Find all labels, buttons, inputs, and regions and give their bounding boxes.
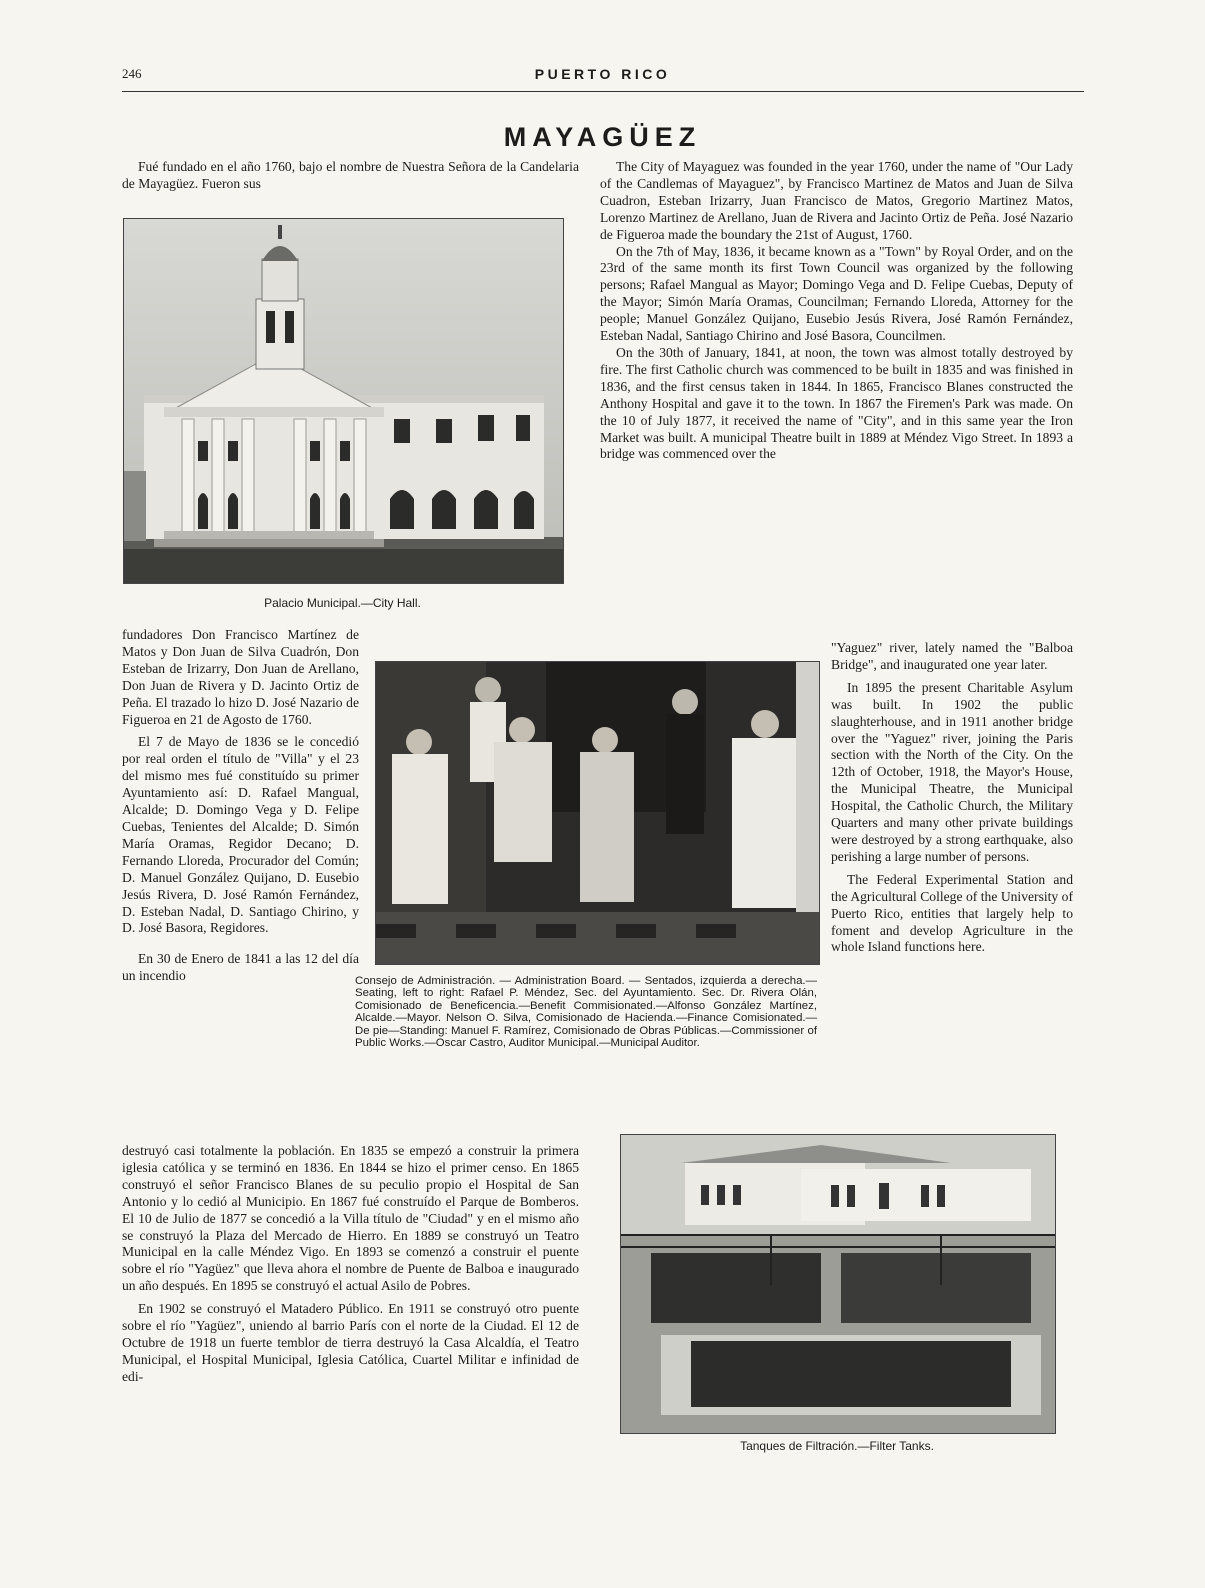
english-narrow-column xyxy=(831,640,1073,956)
spanish-text: Fué fundado en el año 1760, bajo el nombre de Nuestra Señora de la Candelaria de Mayagüez. Fueron sus xyxy=(122,159,579,191)
spanish-paragraph-2: El 7 de Mayo de 1836 se le concedió por real orden el título de "Villa" y el 23 del mismo mes fué constituído su primer Ayuntamiento así: D. Rafael Mangual, Alcalde; D. Domingo Vega y D. Felipe Cuebas, Tenientes del Alcalde; D. Simón María Oramas, Regidor Decano; D. Fernando Lloreda, Procurador del Común; D. Manuel González Quijano, D. Eusebio Jesús Rivera, D. José Ramón Fernández, D. Esteban Nadal, D. Santiago Chirino, y D. José Basora, Regidores. xyxy=(122,734,359,936)
english-paragraph-2: On the 7th of May, 1836, it became known as a "Town" by Royal Order, and on the 23rd of the same month its first Town Council was organized by the following persons; Rafael Mangual as Mayor; Domingo Vega and D. Felipe Cuebas, Deputy of the Mayor; Simón María Oramas, Councilman; Fernando Lloreda, Attorney for the people; Manuel González Quijano, Eusebio Jesús Rivera, José Ramón Fernández, Esteban Nadal, Santiago Chirino and José Basora, Councilmen. xyxy=(600,243,1073,344)
page-number: 246 xyxy=(122,66,142,81)
english-paragraph-3-cont: "Yaguez" river, lately named the "Balboa Bridge", and inaugurated one year later. xyxy=(831,640,1073,672)
spanish-paragraph-1-cont: fundadores Don Francisco Martínez de Matos y Don Juan de Silva Cuadrón, Don Esteban de Irizarry, Don Juan de Arellano, Don Juan de Rivera y D. Jacinto Ortiz de Peña. El trazado lo hizo D. José Nazario de Figueroa en 21 de Agosto de 1760. xyxy=(122,627,359,727)
english-paragraph-3-top: On the 30th of January, 1841, at noon, the town was almost totally destroyed by fire. The first Catholic church was commenced to be built in 1835 and was finished in 1836, and the first census taken in 1844. In 1865, Francisco Blanes constructed the Anthony Hospital and gave it to the town. In 1867 the Firemen's Park was made. On the 10 of July 1877, it received the name of "City", and in this same year the Iron Market was built. A municipal Theatre built in 1889 at Méndez Vigo Street. In 1893 a bridge was commenced over the xyxy=(600,344,1073,462)
filter-tanks-photo xyxy=(620,1134,1056,1434)
english-paragraph-1: The City of Mayaguez was founded in the year 1760, under the name of "Our Lady of the Candlemas of Mayaguez", by Francisco Martinez de Matos and Juan de Silva Cuadron, Esteban Irizarry, Juan Francisco de Matos, Gregorio Martinez Matos, Lorenzo Martinez de Arellano, Juan de Rivera and Jacinto Ortiz de Peña. José Nazario de Figueroa made the boundary the 21st of August, 1760. xyxy=(600,159,1073,242)
board-caption: Consejo de Administración. — Administration Board. — Sentados, izquierda a derecha.—Seating, left to right: Rafael P. Méndez, Sec. del Ayuntamiento. Sec. Dr. Rivera Olán, Comisionado de Beneficencia.—Benefit Commisionated.—Alfonso González Martínez, Alcalde.—Mayor. Nelson O. Silva, Comisionado de Hacienda.—Finance Comisionated.—De pie—Standing: Manuel F. Ramírez, Comisionado de Obras Públicas.—Commissioner of Public Works.—Oscar Castro, Auditor Municipal.—Municipal Auditor. xyxy=(355,975,817,1050)
city-hall-photo xyxy=(123,218,564,584)
filter-tanks-caption: Tanques de Filtración.—Filter Tanks. xyxy=(740,1439,934,1453)
spanish-bottom-column xyxy=(122,1143,579,1386)
article-title: MAYAGÜEZ xyxy=(503,122,702,152)
english-top-column xyxy=(600,159,1073,463)
spanish-paragraph-4: En 1902 se construyó el Matadero Público. En 1911 se construyó otro puente sobre el río "Yagüez", uniendo al barrio París con el norte de la Ciudad. El 12 de Octubre de 1918 un fuerte temblor de tierra destruyó la Casa Alcaldía, el Teatro Municipal, el Hospital Municipal, Iglesia Católica, Cuartel Militar e infinidad de edi- xyxy=(122,1301,579,1384)
english-paragraph-5: The Federal Experimental Station and the Agricultural College of the University of Puerto Rico, entities that largely help to foment and develop Agriculture in the whole Island functions here. xyxy=(831,871,1073,955)
running-title: PUERTO RICO xyxy=(534,66,671,82)
header-rule xyxy=(122,91,1084,92)
spanish-paragraph-3-start: En 30 de Enero de 1841 a las 12 del día un incendio xyxy=(122,951,359,984)
spanish-paragraph-3-rest: destruyó casi totalmente la población. En 1835 se empezó a construir la primera iglesia católica y se terminó en 1836. En 1844 se hizo el primer censo. En 1865 construyó el señor Francisco Blanes de su peculio propio el Hospital de San Antonio y lo cedió al Municipio. En 1867 fué construído el Parque de Bomberos. El 10 de Julio de 1877 se concedió a la Villa título de "Ciudad" y en el mismo año se construyó la Plaza del Mercado de Hierro. En 1889 se construyó un Teatro Municipal en la calle Méndez Vigo. En 1893 se comenzó a construir el puente sobre el río "Yagüez" que lleva ahora el nombre de Puente de Balboa e inaugurado un año después. En 1895 se construyó el actual Asilo de Pobres. xyxy=(122,1143,579,1294)
spanish-paragraph-1-start xyxy=(122,159,579,193)
administration-board-photo xyxy=(375,661,820,965)
english-paragraph-4: In 1895 the present Charitable Asylum was built. In 1902 the public slaughterhouse, and in 1911 another bridge over the "Yaguez" river, joining the Paris section with the North of the City. On the 12th of October, 1918, the Mayor's House, the Municipal Theatre, the Municipal Hospital, the Catholic Church, the Military Quarters and many other private buildings were destroyed by a strong earthquake, also perishing a large number of persons. xyxy=(831,679,1073,864)
city-hall-caption: Palacio Municipal.—City Hall. xyxy=(264,596,421,610)
spanish-narrow-column xyxy=(122,627,359,985)
